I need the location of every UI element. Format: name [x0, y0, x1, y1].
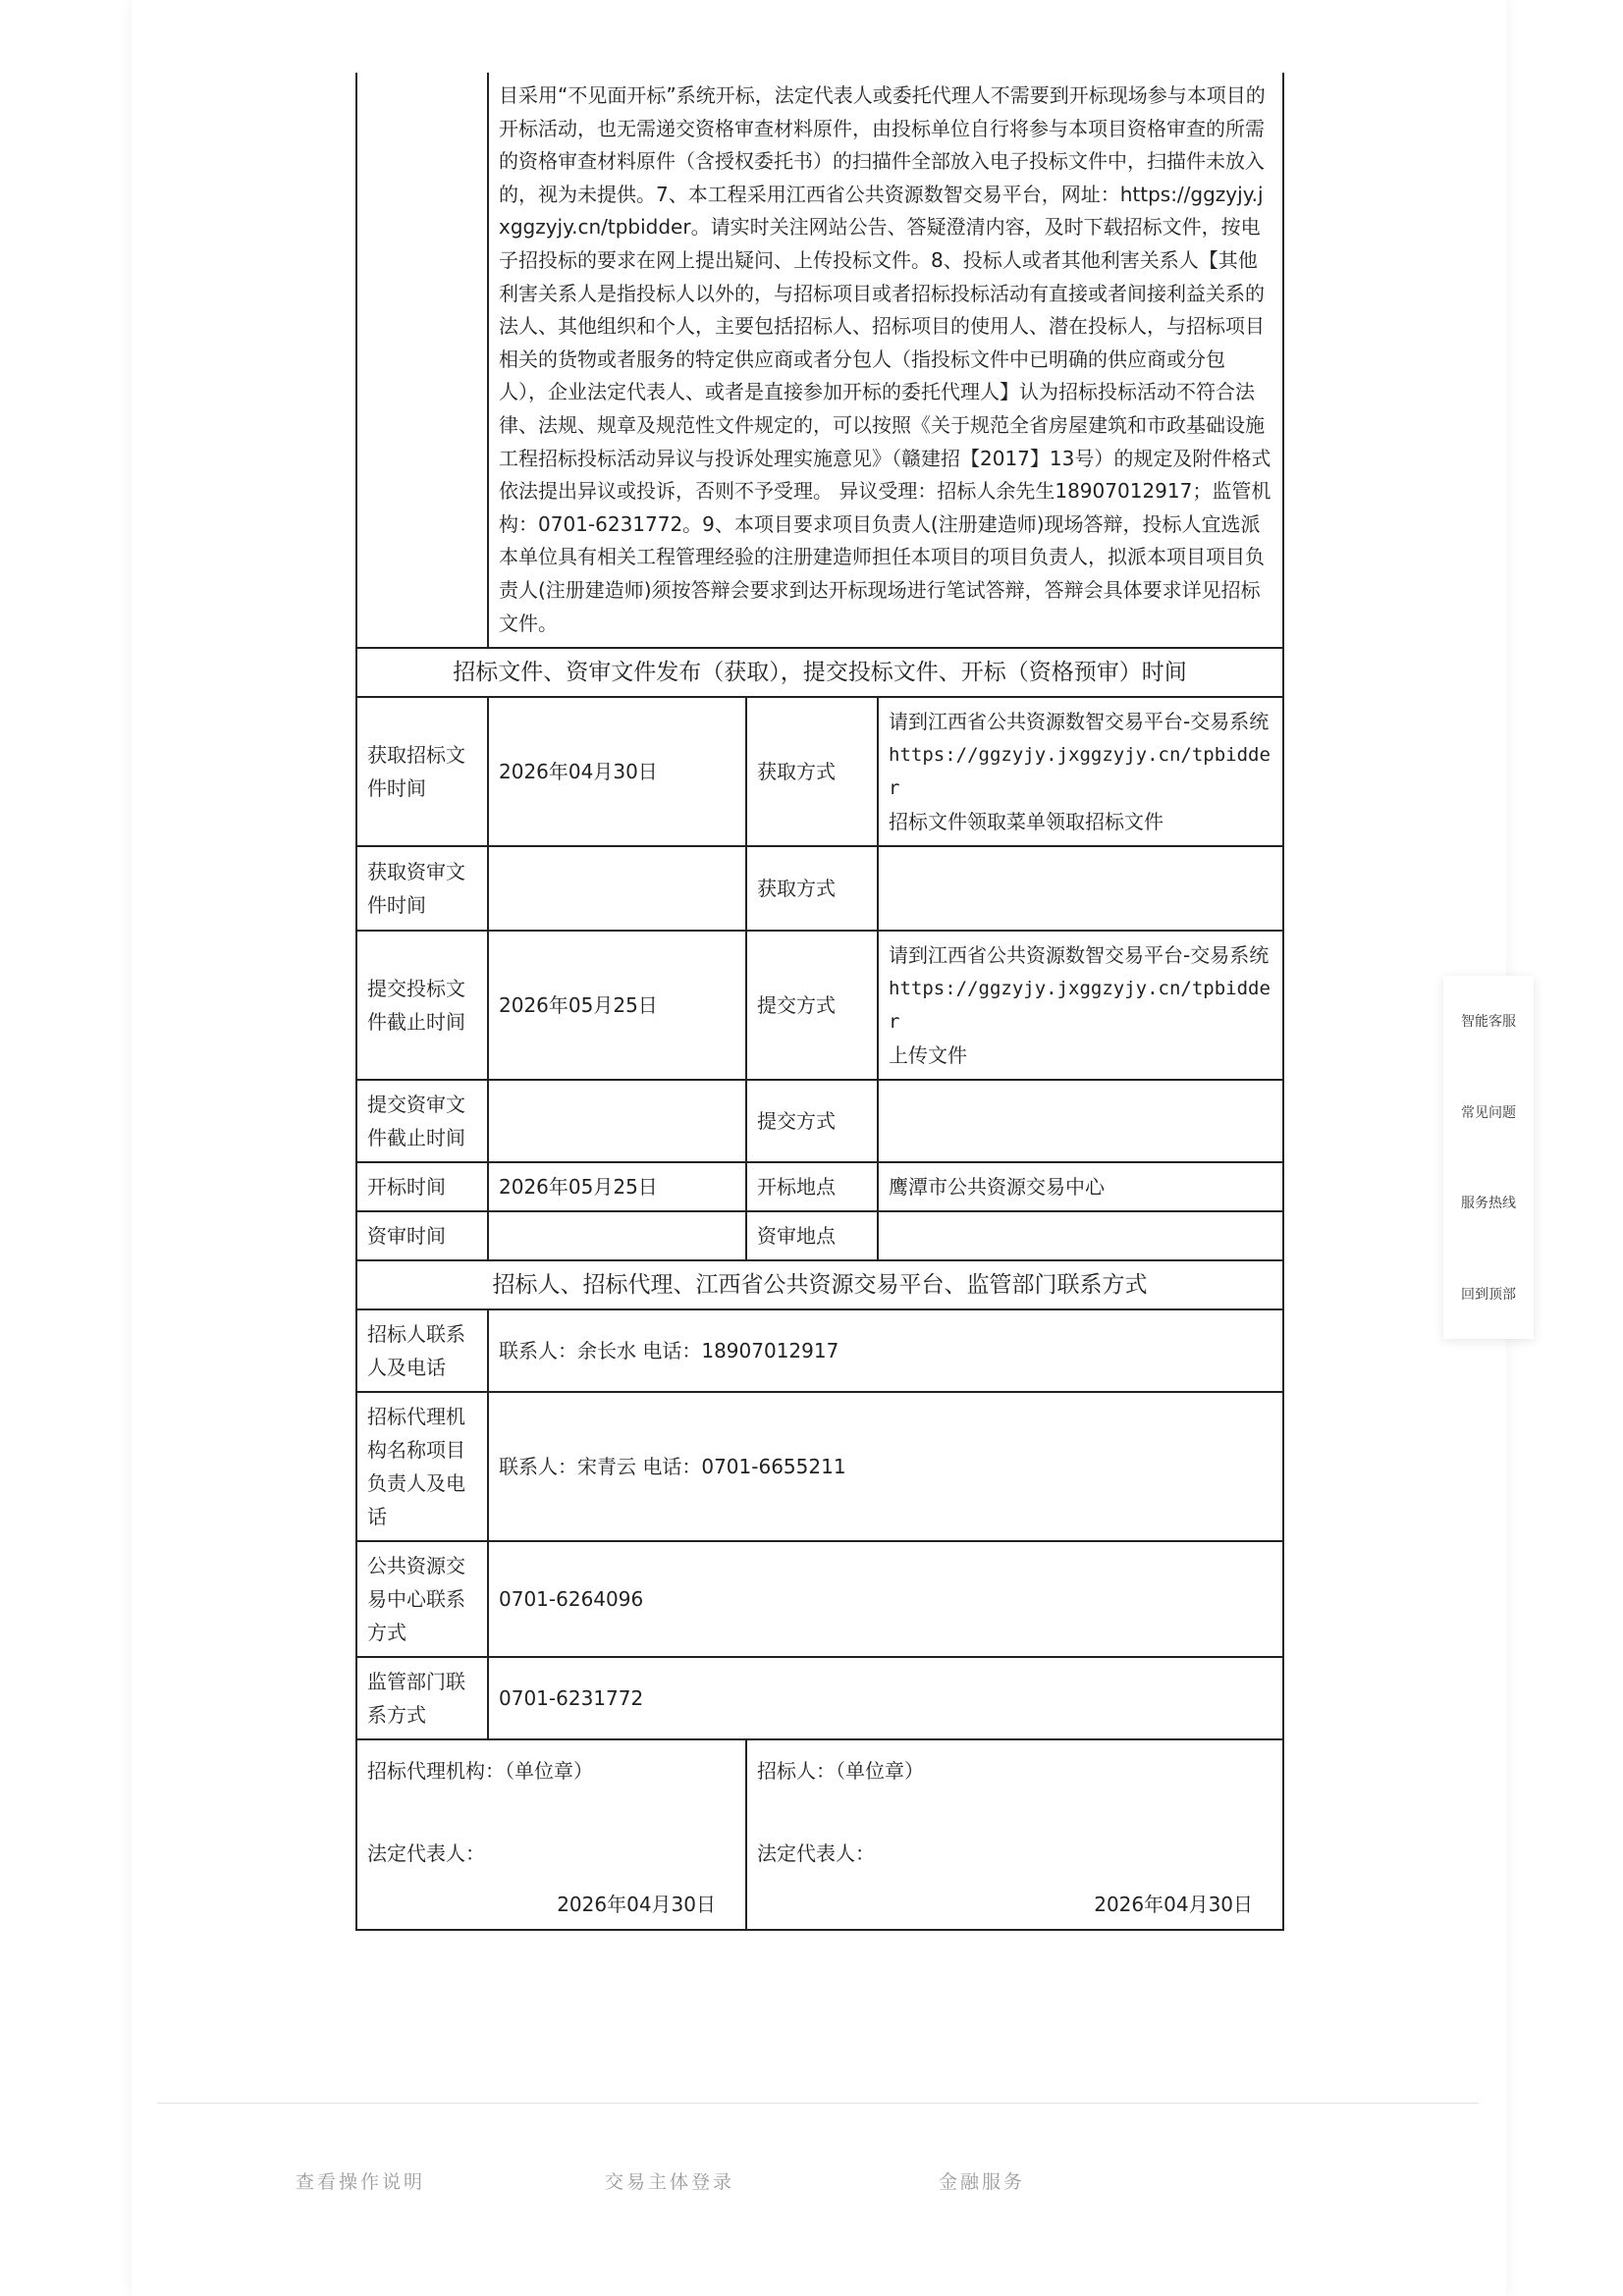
mode-label: 获取方式	[746, 697, 878, 846]
intro-row	[356, 73, 1283, 648]
mode-value	[878, 1211, 1283, 1260]
back-to-top-button[interactable]: 回到顶部	[1461, 1286, 1516, 1303]
table-row	[356, 697, 1283, 846]
row-label: 获取招标文件时间	[356, 697, 488, 846]
floating-service-panel	[1443, 976, 1534, 1339]
row-value: 2026年05月25日	[488, 1162, 746, 1211]
mode-label: 提交方式	[746, 1080, 878, 1162]
mode-label: 资审地点	[746, 1211, 878, 1260]
row-label: 提交投标文件截止时间	[356, 931, 488, 1080]
table-row	[356, 1392, 1283, 1541]
platform-url-link[interactable]: https://ggzyjy.jxggzyjy.cn/tpbidder	[889, 978, 1271, 1034]
notice-table	[355, 73, 1284, 1931]
contact-value: 联系人：宋青云 电话：0701-6655211	[488, 1392, 1283, 1541]
mode-text: 请到江西省公共资源数智交易平台-交易系统	[889, 710, 1270, 734]
contact-label: 招标代理机构名称项目负责人及电话	[356, 1392, 488, 1541]
intro-text: 目采用“不见面开标”系统开标，法定代表人或委托代理人不需要到开标现场参与本项目的开标活动，也无需递交资格审查材料原件，由投标单位自行将参与本项目资格审查的所需的资格审查材料原件（含授权委托书）的扫描件全部放入电子投标文件中，扫描件未放入的，视为未提供。7、本工程采用江西省公共资源数智交易平台，网址：https://ggzyjy.jxggzyjy.cn/tpbidder。请实时关注网站公告、答疑澄清内容，及时下载招标文件，按电子招投标的要求在网上提出疑问、上传投标文件。8、投标人或者其他利害关系人【其他利害关系人是指投标人以外的，与招标项目或者招标投标活动有直接或者间接利益关系的法人、其他组织和个人，主要包括招标人、招标项目的使用人、潜在投标人，与招标项目相关的货物或者服务的特定供应商或者分包人（指投标文件中已明确的供应商或分包人），企业法定代表人、或者是直接参加开标的委托代理人】认为招标投标活动不符合法律、法规、规章及规范性文件规定的，可以按照《关于规范全省房屋建筑和市政基础设施工程招标投标活动异议与投诉处理实施意见》（赣建招【2017】13号）的规定及附件格式依法提出异议或投诉，否则不予受理。 异议受理：招标人余先生18907012917；监管机构：0701-6231772。9、本项目要求项目负责人(注册建造师)现场答辩，投标人宜选派本单位具有相关工程管理经验的注册建造师担任本项目的项目负责人，拟派本项目项目负责人(注册建造师)须按答辩会要求到达开标现场进行笔试答辩，答辩会具体要求详见招标文件。	[488, 73, 1283, 648]
row-label: 开标时间	[356, 1162, 488, 1211]
agency-rep-label: 法定代表人：	[367, 1842, 485, 1866]
row-value: 2026年04月30日	[488, 697, 746, 846]
table-row	[356, 846, 1283, 931]
mode-value	[878, 1080, 1283, 1162]
mode-label: 开标地点	[746, 1162, 878, 1211]
row-value	[488, 846, 746, 931]
mode-value	[878, 846, 1283, 931]
row-label: 提交资审文件截止时间	[356, 1080, 488, 1162]
mode-value	[878, 931, 1283, 1080]
contacts-heading-row	[356, 1260, 1283, 1309]
row-value	[488, 1080, 746, 1162]
table-row	[356, 1080, 1283, 1162]
smart-service-button[interactable]: 智能客服	[1461, 1014, 1516, 1031]
contact-value: 0701-6264096	[488, 1541, 1283, 1657]
row-label: 获取资审文件时间	[356, 846, 488, 931]
mode-label: 获取方式	[746, 846, 878, 931]
agency-sign-date: 2026年04月30日	[557, 1893, 716, 1917]
contact-value: 0701-6231772	[488, 1657, 1283, 1739]
agency-seal-label: 招标代理机构：（单位章）	[367, 1759, 593, 1784]
table-row	[356, 1541, 1283, 1657]
platform-url-link[interactable]: https://ggzyjy.jxggzyjy.cn/tpbidder	[889, 744, 1271, 800]
tenderer-signature-block	[746, 1739, 1283, 1930]
times-section-heading: 招标文件、资审文件发布（获取），提交投标文件、开标（资格预审）时间	[356, 648, 1283, 697]
contact-label: 招标人联系人及电话	[356, 1309, 488, 1392]
mode-value: 鹰潭市公共资源交易中心	[878, 1162, 1283, 1211]
mode-text: 请到江西省公共资源数智交易平台-交易系统	[889, 943, 1270, 968]
footer-link-guide[interactable]: 查看操作说明	[296, 2171, 426, 2193]
table-row	[356, 1211, 1283, 1260]
contact-label: 监管部门联系方式	[356, 1657, 488, 1739]
signature-row	[356, 1739, 1283, 1930]
row-value	[488, 1211, 746, 1260]
contact-label: 公共资源交易中心联系方式	[356, 1541, 488, 1657]
row-value: 2026年05月25日	[488, 931, 746, 1080]
mode-text-tail: 上传文件	[889, 1043, 967, 1068]
service-hotline-button[interactable]: 服务热线	[1461, 1196, 1516, 1212]
contact-value: 联系人：余长水 电话：18907012917	[488, 1309, 1283, 1392]
mode-text-tail: 招标文件领取菜单领取招标文件	[889, 810, 1163, 834]
agency-signature-block	[356, 1739, 746, 1930]
table-row	[356, 1162, 1283, 1211]
footer-divider	[157, 2103, 1479, 2104]
times-heading-row	[356, 648, 1283, 697]
table-row	[356, 931, 1283, 1080]
mode-value	[878, 697, 1283, 846]
row-label: 资审时间	[356, 1211, 488, 1260]
table-row	[356, 1657, 1283, 1739]
mode-label: 提交方式	[746, 931, 878, 1080]
tenderer-rep-label: 法定代表人：	[757, 1842, 875, 1866]
intro-label-cell	[356, 73, 488, 648]
footer-link-login[interactable]: 交易主体登录	[605, 2171, 735, 2193]
contacts-section-heading: 招标人、招标代理、江西省公共资源交易平台、监管部门联系方式	[356, 1260, 1283, 1309]
faq-button[interactable]: 常见问题	[1461, 1104, 1516, 1121]
footer-link-finance[interactable]: 金融服务	[939, 2171, 1026, 2193]
table-row	[356, 1309, 1283, 1392]
tenderer-seal-label: 招标人：（单位章）	[757, 1759, 924, 1784]
tenderer-sign-date: 2026年04月30日	[1094, 1893, 1254, 1917]
